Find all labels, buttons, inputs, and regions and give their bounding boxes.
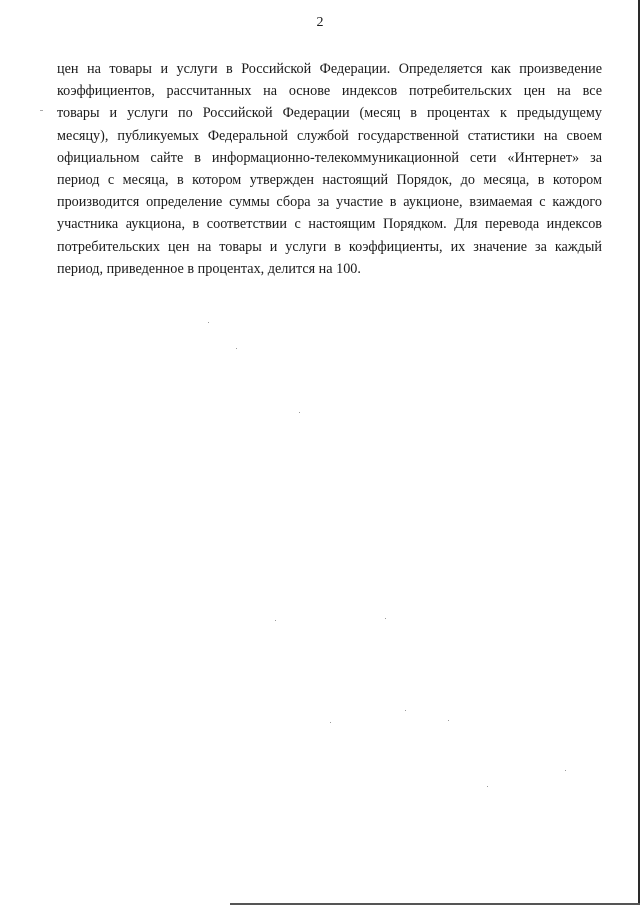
page-number: 2 — [316, 15, 324, 30]
text-line-10: период, приведенное в процентах, делится на 100. — [57, 260, 361, 277]
scan-speck — [487, 786, 488, 787]
scan-speck — [236, 348, 237, 349]
text-line-3: товары и услуги по Российской Федерации (месяц в процентах к предыдущему — [57, 105, 602, 122]
scan-speck — [275, 620, 276, 621]
text-line-2: коэффициентов, рассчитанных на основе индексов потребительских цен на все — [57, 83, 602, 100]
text-line-5: официальном сайте в информационно-телекоммуникационной сети «Интернет» за — [57, 149, 602, 166]
scan-speck — [405, 710, 406, 711]
scan-speck — [448, 720, 449, 721]
scan-speck — [330, 722, 331, 723]
scan-speck — [299, 412, 300, 413]
body-paragraph — [57, 58, 602, 280]
scan-speck — [565, 770, 566, 771]
text-line-9: потребительских цен на товары и услуги в коэффициенты, их значение за каждый — [57, 238, 602, 255]
scan-mark — [40, 110, 43, 111]
text-line-7: производится определение суммы сбора за участие в аукционе, взимаемая с каждого — [57, 194, 602, 211]
text-line-6: период с месяца, в котором утвержден настоящий Порядок, до месяца, в котором — [57, 172, 602, 189]
text-line-8: участника аукциона, в соответствии с настоящим Порядком. Для перевода индексов — [57, 216, 602, 233]
text-line-4: месяцу), публикуемых Федеральной службой государственной статистики на своем — [57, 127, 602, 144]
scan-speck — [385, 618, 386, 619]
text-line-1: цен на товары и услуги в Российской Федерации. Определяется как произведение — [57, 61, 602, 77]
scan-speck — [208, 322, 209, 323]
